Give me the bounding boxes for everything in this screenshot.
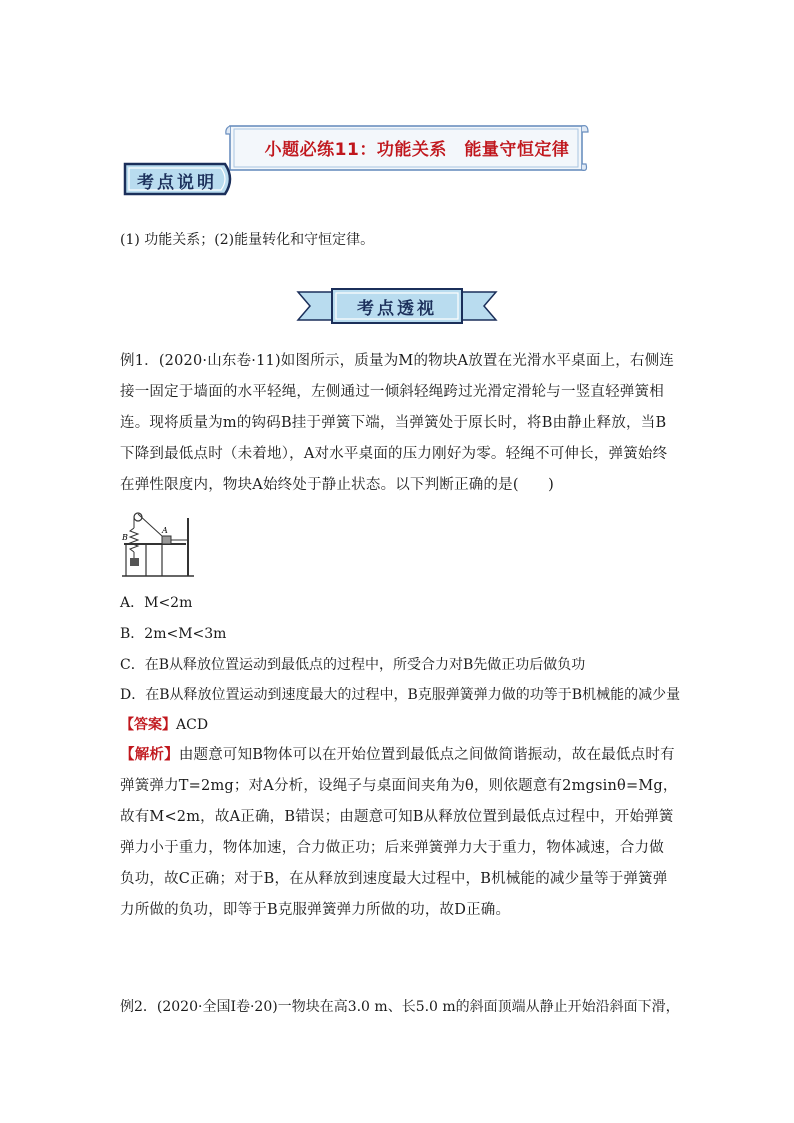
example1-stem: 例1．(2020·山东卷·11)如图所示，质量为M的物块A放置在光滑水平桌面上，右侧连接一固定于墙面的水平轻绳，左侧通过一倾斜轻绳跨过光滑定滑轮与一竖直轻弹簧相连。现将质量为m的钩码B挂于弹簧下端，当弹簧处于原长时，将B由静止释放，当B下降到最低点时（未着地），A对水平桌面的压力刚好为零。轻绳不可伸长，弹簧始终在弹性限度内，物块A始终处于静止状态。以下判断正确的是( ) <box>120 353 675 493</box>
option-a: A．M<2m <box>120 595 193 611</box>
option-d: D．在B从释放位置运动到速度最大的过程中，B克服弹簧弹力做的功等于B机械能的减少量 <box>120 687 681 703</box>
badge-label: 考点透视 <box>357 299 437 319</box>
example2-stem: 例2．(2020·全国Ⅰ卷·20)一物块在高3.0 m、长5.0 m的斜面顶端从静止开始沿斜面下滑， <box>120 999 680 1015</box>
option-b: B．2m<M<3m <box>120 626 227 642</box>
analysis-label: 【解析】 <box>120 746 179 763</box>
answer-label: 【答案】 <box>120 717 176 733</box>
answer-value: ACD <box>176 717 209 733</box>
page-title: 小题必练11：功能关系 能量守恒定律 <box>264 140 570 160</box>
option-c: C．在B从释放位置运动到最低点的过程中，所受合力对B先做正功后做负功 <box>120 657 586 673</box>
analysis-block <box>120 739 678 926</box>
title-banner <box>224 122 590 174</box>
analysis-text: 由题意可知B物体可以在开始位置到最低点之间做简谐振动，故在最低点时有弹簧弹力T=2mg；对A分析，设绳子与桌面间夹角为θ，则依题意有2mgsinθ=Mg，故有M<2m，故A正确，B错误；由题意可知B从释放位置到最低点过程中，开始弹簧弹力小于重力，物体加速，合力做正功；后来弹簧弹力大于重力，物体减速，合力做负功，故C正确；对于B，在从释放到速度最大过程中，B机械能的减少量等于弹簧弹力所做的负功，即等于B克服弹簧弹力所做的功，故D正确。 <box>120 747 678 918</box>
section-badge-explain <box>121 160 239 198</box>
section-badge-insight <box>296 288 498 324</box>
answer-row <box>120 715 208 735</box>
label-a: A <box>162 526 168 535</box>
spring-pulley-diagram <box>120 510 196 580</box>
badge-label: 考点说明 <box>137 173 217 193</box>
physics-figure <box>120 510 196 580</box>
label-b: B <box>122 533 128 542</box>
intro-text: (1) 功能关系；(2)能量转化和守恒定律。 <box>120 232 375 248</box>
